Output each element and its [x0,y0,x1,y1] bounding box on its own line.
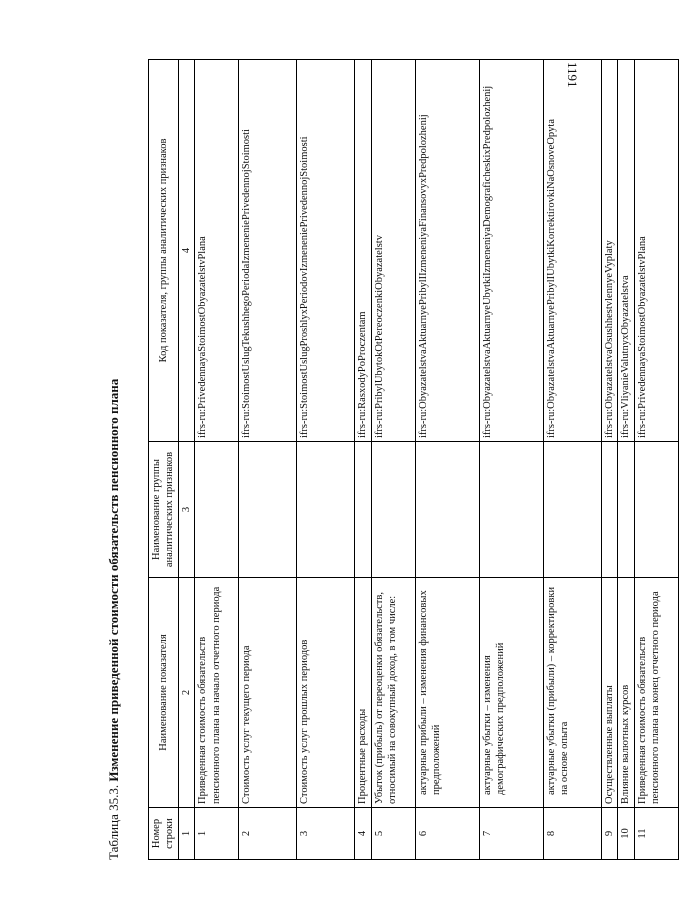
row-number: 11 [634,808,678,860]
table-row [297,60,355,860]
row-code: ifrs-ru:PrivedennayaStoimostObyazatelstvPlana [195,60,239,442]
row-group [618,442,634,578]
row-name: Стоимость услуг прошлых периодов [297,578,355,808]
header-indicator-name: Наименование показателя [149,578,179,808]
row-group [543,442,601,578]
row-group [415,442,479,578]
row-number: 1 [195,808,239,860]
caption-title: Изменение приведенной стоимости обязательств пенсионного плана [106,378,121,782]
row-name: актуарные убытки (прибыли) – корректировки на основе опыта [543,578,601,808]
pension-obligations-table [148,59,679,860]
row-number: 7 [479,808,543,860]
row-group [371,442,415,578]
row-code: ifrs-ru:ObyazatelstvaAktuarnyePribylIIzmeneniyaFinansovyxPredpolozhenij [415,60,479,442]
table-caption [106,60,122,860]
table-row [543,60,601,860]
row-name: актуарные убытки – изменения демографических предположений [479,578,543,808]
row-number: 10 [618,808,634,860]
header-code: Код показателя, группы аналитических признаков [149,60,179,442]
row-code: ifrs-ru:ObyazatelstvaAktuarnyeUbytkiIzmeneniyaDemograficheskixPredpolozhenij [479,60,543,442]
table-row [601,60,617,860]
row-name: Убыток (прибыль) от переоценки обязательств, относимый на совокупный доход, в том числе: [371,578,415,808]
page-number: 1191 [565,62,580,88]
column-number-row [178,60,194,860]
col-number-4: 4 [178,60,194,442]
row-number: 2 [239,808,297,860]
col-number-1: 1 [178,808,194,860]
row-number: 9 [601,808,617,860]
table-row [371,60,415,860]
rotated-page-content [106,60,662,860]
row-name: Приведенная стоимость обязательств пенсионного плана на начало отчетного периода [195,578,239,808]
col-number-2: 2 [178,578,194,808]
row-group [239,442,297,578]
table-row [634,60,678,860]
table-row [479,60,543,860]
row-number: 8 [543,808,601,860]
row-group [479,442,543,578]
row-name: актуарные прибыли – изменения финансовых предположений [415,578,479,808]
row-group [297,442,355,578]
row-group [634,442,678,578]
caption-prefix: Таблица 35.3. [106,784,121,860]
header-row [149,60,179,860]
row-code: ifrs-ru:RasxodyPoProczentam [355,60,371,442]
row-group [601,442,617,578]
row-name: Влияние валютных курсов [618,578,634,808]
row-group [195,442,239,578]
row-code: ifrs-ru:ObyazatelstvaAktuarnyePribylIUbytkiKorrektirovkiNaOsnoveOpyta [543,60,601,442]
table-row [195,60,239,860]
row-number: 3 [297,808,355,860]
row-name: Стоимость услуг текущего периода [239,578,297,808]
table-row [618,60,634,860]
row-name: Приведенная стоимость обязательств пенсионного плана на конец отчетного периода [634,578,678,808]
row-code: ifrs-ru:StoimostUslugTekushhegoPeriodaIzmeneniePrivedennojStoimosti [239,60,297,442]
row-name: Процентные расходы [355,578,371,808]
row-code: ifrs-ru:PribylUbytokOtPereoczenkiObyazatelstv [371,60,415,442]
row-group [355,442,371,578]
row-code: ifrs-ru:StoimostUslugProshlyxPeriodovIzmeneniePrivedennojStoimosti [297,60,355,442]
row-code: ifrs-ru:PrivedennayaStoimostObyazatelstvPlana [634,60,678,442]
table-row [355,60,371,860]
row-number: 6 [415,808,479,860]
table-row [415,60,479,860]
row-code: ifrs-ru:ObyazatelstvaOsushhestvlennyeVyplaty [601,60,617,442]
row-name: Осуществленные выплаты [601,578,617,808]
table-row [239,60,297,860]
header-group-name: Наименование группы аналитических признаков [149,442,179,578]
col-number-3: 3 [178,442,194,578]
row-number: 5 [371,808,415,860]
header-row-number: Номер строки [149,808,179,860]
row-code: ifrs-ru:VliyanieValutnyxObyazatelstva [618,60,634,442]
row-number: 4 [355,808,371,860]
